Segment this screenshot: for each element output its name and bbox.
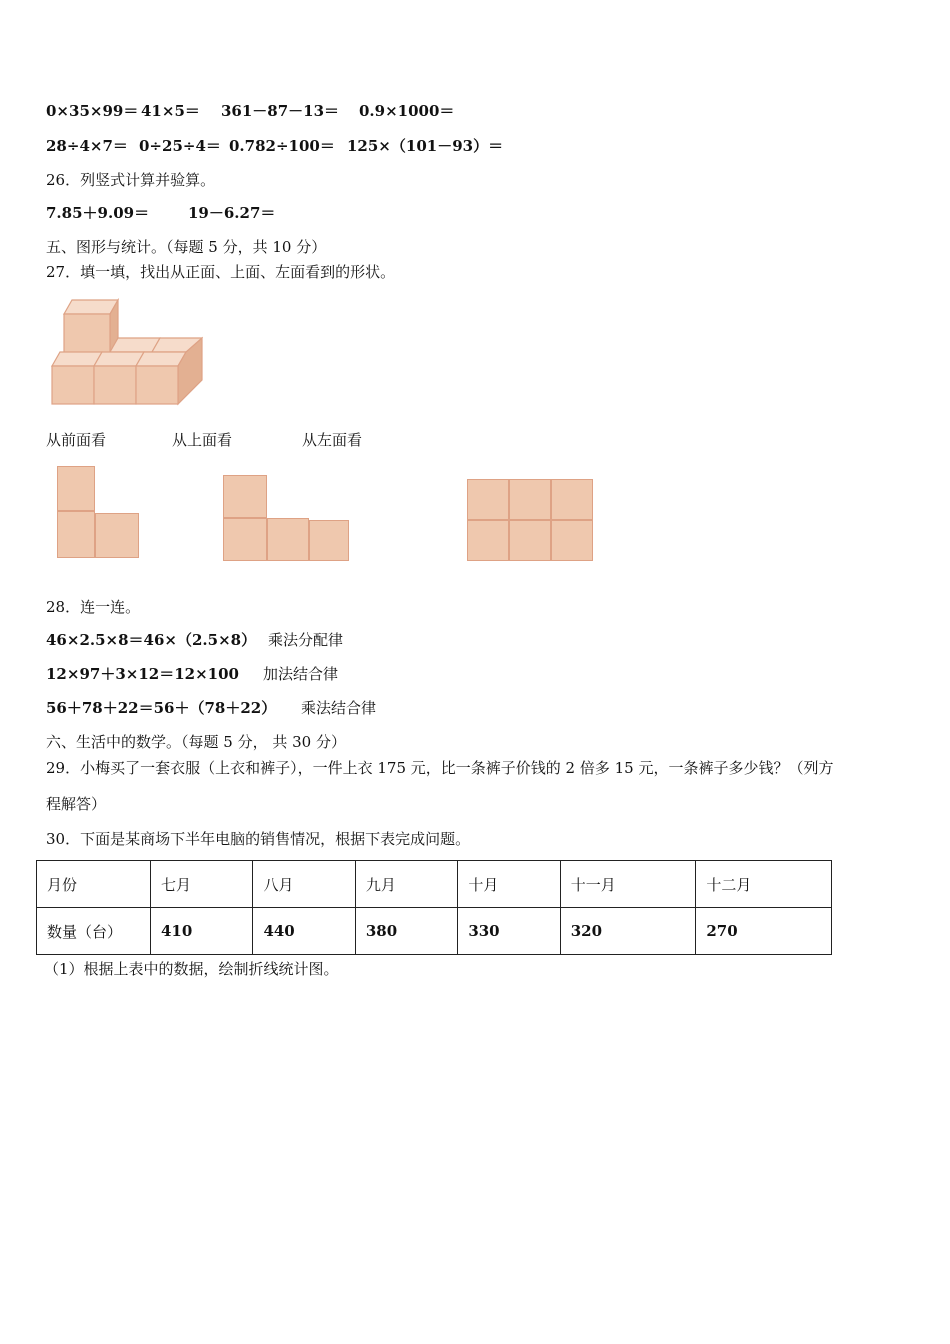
table-header-cell: 八月 (253, 861, 355, 908)
sales-table (36, 860, 832, 955)
calc-item: 361－87－13＝ (221, 102, 340, 120)
question-26-title: 26．列竖式计算并验算。 (46, 171, 216, 189)
cube-top-face (64, 300, 118, 314)
question-28-title: 28．连一连。 (46, 598, 141, 616)
view-square (551, 520, 593, 561)
view-square (223, 475, 267, 518)
match-row-3 (46, 698, 376, 718)
view-shape-2 (223, 475, 351, 561)
match-law: 乘法结合律 (301, 699, 377, 717)
match-expression: 56＋78＋22＝56＋（78＋22） (46, 699, 277, 717)
cube-top-face (52, 352, 102, 366)
match-row-1 (46, 630, 343, 650)
question-29-line-2: 程解答） (46, 795, 107, 813)
cube-front-face (94, 366, 136, 404)
match-law: 乘法分配律 (268, 631, 344, 649)
calc-item: 0×35×99＝ (46, 102, 139, 120)
table-row-values (37, 908, 832, 955)
table-header-cell: 九月 (355, 861, 457, 908)
view-square (57, 466, 95, 511)
match-row-2 (46, 664, 338, 684)
view-square (267, 518, 309, 561)
table-value-cell: 330 (458, 908, 560, 955)
calc-item: 125×（101－93）＝ (347, 137, 504, 155)
view-label-front: 从前面看 (46, 431, 107, 449)
table-header-cell: 月份 (37, 861, 151, 908)
question-30-title: 30．下面是某商场下半年电脑的销售情况，根据下表完成问题。 (46, 830, 471, 848)
view-label-top: 从上面看 (172, 431, 233, 449)
table-header-cell: 七月 (151, 861, 253, 908)
calc-item: 0.9×1000＝ (359, 102, 455, 120)
view-shape-1 (57, 466, 141, 558)
table-value-cell: 440 (253, 908, 355, 955)
calc-item: 28÷4×7＝ (46, 137, 128, 155)
calc-item: 0.782÷100＝ (229, 137, 335, 155)
table-label-cell: 数量（台） (37, 908, 151, 955)
view-square (467, 479, 509, 520)
table-header-cell: 十二月 (696, 861, 832, 908)
view-square (57, 511, 95, 558)
table-value-cell: 270 (696, 908, 832, 955)
view-label-left: 从左面看 (302, 431, 363, 449)
view-square (309, 520, 349, 561)
vertical-calc-item: 19－6.27＝ (188, 204, 276, 222)
vertical-calc-item: 7.85＋9.09＝ (46, 204, 150, 222)
view-square (551, 479, 593, 520)
match-law: 加法结合律 (263, 665, 339, 683)
view-square (95, 513, 139, 558)
section-6-title: 六、生活中的数学。（每题 5 分， 共 30 分） (46, 733, 346, 751)
cube-front-face (52, 366, 94, 404)
calc-row-1 (46, 101, 454, 121)
calc-item: 41×5＝ (141, 102, 200, 120)
table-row-months (37, 861, 832, 908)
cube-top-face (136, 352, 186, 366)
match-expression: 12×97＋3×12＝12×100 (46, 665, 239, 683)
question-26-items (46, 203, 275, 223)
table-header-cell: 十月 (458, 861, 560, 908)
table-value-cell: 320 (560, 908, 696, 955)
cube-stack-figure (48, 298, 208, 410)
table-value-cell: 380 (355, 908, 457, 955)
view-square (467, 520, 509, 561)
view-square (223, 518, 267, 561)
cube-top-face (94, 352, 144, 366)
calc-row-2 (46, 136, 503, 156)
table-value-cell: 410 (151, 908, 253, 955)
cube-front-face (136, 366, 178, 404)
view-shape-3 (467, 479, 593, 561)
table-header-cell: 十一月 (560, 861, 696, 908)
calc-item: 0÷25÷4＝ (139, 137, 221, 155)
question-30-sub-1: （1）根据上表中的数据，绘制折线统计图。 (44, 960, 339, 978)
question-29-line-1: 29．小梅买了一套衣服（上衣和裤子），一件上衣 175 元，比一条裤子价钱的 2 倍多 15 元，一条裤子多少钱？（列方 (46, 759, 834, 777)
match-expression: 46×2.5×8＝46×（2.5×8） (46, 631, 257, 649)
question-27-title: 27．填一填，找出从正面、上面、左面看到的形状。 (46, 263, 396, 281)
view-square (509, 479, 551, 520)
view-square (509, 520, 551, 561)
cube-top-face (110, 338, 160, 352)
section-5-title: 五、图形与统计。（每题 5 分，共 10 分） (46, 238, 327, 256)
